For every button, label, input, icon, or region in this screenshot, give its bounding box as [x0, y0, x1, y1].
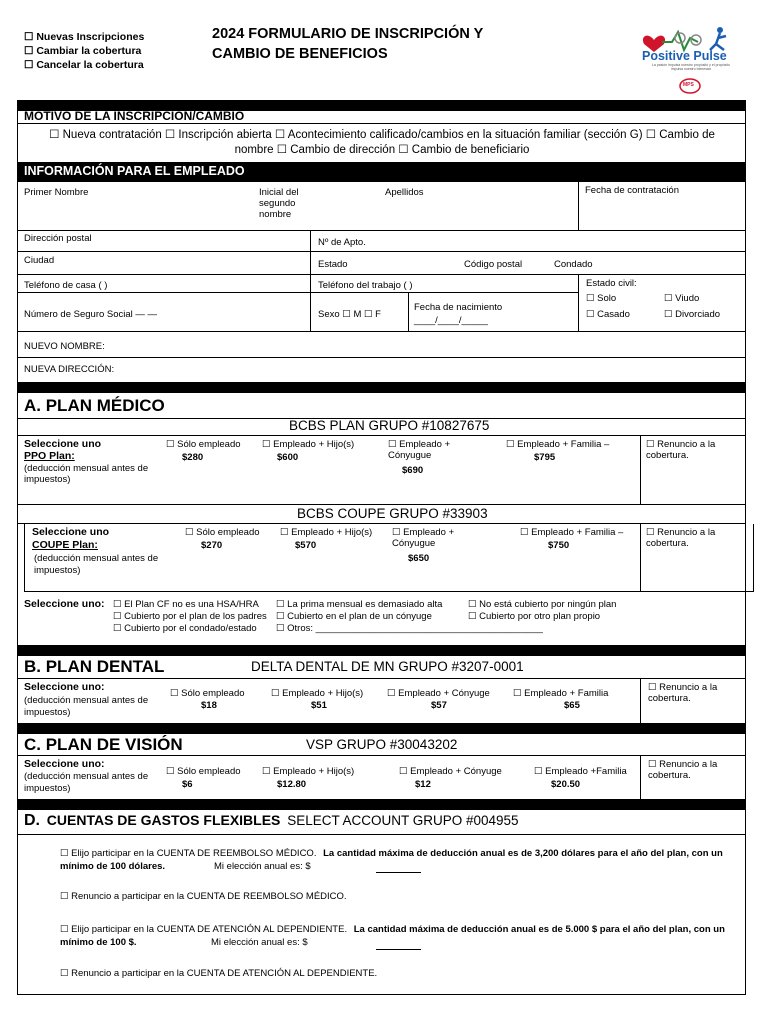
coupe-group-number: BCBS COUPE GRUPO #33903	[297, 506, 488, 521]
reason-options[interactable]: ☐ Nueva contratación ☐ Inscripción abierta ☐ Acontecimiento calificado/cambios en la situación familiar (sección G) ☐ Cambio de nombre ☐ Cambio de dirección ☐ Cambio de beneficiario	[49, 129, 715, 156]
reason-no-plan[interactable]: ☐ No está cubierto por ningún plan	[468, 599, 617, 610]
reason-parents-plan[interactable]: ☐ Cubierto por el plan de los padres	[113, 611, 267, 622]
reason-section-title: MOTIVO DE LA INSCRIPCIÓN/CAMBIO	[24, 109, 245, 123]
medical-annual-election[interactable]: Mi elección anual es: $	[214, 861, 311, 872]
ssn-field[interactable]: Número de Seguro Social — —	[24, 309, 158, 320]
enrollment-type-options	[24, 30, 144, 72]
hire-date-field[interactable]: Fecha de contratación	[585, 185, 680, 196]
coupe-employee-only[interactable]: ☐ Sólo empleado	[185, 527, 260, 538]
coupe-employee-children[interactable]: ☐ Empleado + Hijo(s)	[280, 527, 373, 538]
ppo-employee-children[interactable]: ☐ Empleado + Hijo(s)	[262, 439, 355, 450]
option-new-enrollment[interactable]: ☐ Nuevas Inscripciones	[24, 31, 145, 43]
marital-married[interactable]: ☐ Casado	[586, 309, 630, 320]
new-address-field[interactable]: NUEVA DIRECCIÓN:	[24, 364, 115, 375]
ppo-waive-coverage[interactable]: ☐ Renuncio a la cobertura.	[646, 439, 716, 461]
medical-plan-title: A. PLAN MÉDICO	[24, 396, 165, 415]
marital-widowed[interactable]: ☐ Viudo	[664, 293, 700, 304]
enrollment-form: MOTIVO DE LA INSCRIPCIÓN/CAMBIO ☐ Nueva contratación ☐ Inscripción abierta ☐ Acontecimiento calificado/cambios en la situación familiar (sección G) ☐ Cambio de nombre ☐ Cambio de dirección ☐ Cambio de beneficiario INFORMACIÓN PARA EL EMPLEADO Primer Nombre Inicial del segundo nombre Apellidos Fecha de contratación Dirección postal Nº de Apto. Ciudad Estado Código postal Condado Teléfono de casa ( ) Teléfono del trabajo ( ) Estado civil: ☐ Solo ☐ Viudo ☐ Casado ☐ Divorciado Número de Seguro Social — — Sexo ☐ M ☐ F Fecha de nacimiento ____/____/_____ NUEVO NOMBRE: NUEVA DIRECCIÓN: A. PLAN MÉDICO BCBS PLAN GRUPO #10827675 Seleccione uno PPO Plan: (deducción mensual antes de impuestos) ☐ Sólo empleado $280 ☐ Empleado + Hijo(s) $600 ☐ Empleado + Cónyugue $690 ☐ Empleado + Familia – $795 ☐ Renuncio a la cobertura. BCBS COUPE GRUPO #33903 Seleccione uno COUPE Plan: (deducción mensual antes de impuestos) ☐ Sólo empleado $270 ☐ Empleado + Hijo(s) $570 ☐ Empleado + Cónyugue $650 ☐ Empleado + Familia – $750 ☐ Renuncio a la cobertura. Seleccione uno: ☐ El Plan CF no es una HSA/HRA ☐ Cubierto por el plan de los padres ☐ Cubierto por el condado/estado ☐ La prima mensual es demasiado alta ☐ Cubierto en el plan de un cónyuge ☐ Otros: ___________________________________________ ☐ No está cubierto por ningún plan ☐ Cubierto por otro plan propio B. PLAN DENTAL DELTA DENTAL DE MN GRUPO #3207-0001 Seleccione uno: (deducción mensual antes de impuestos) ☐ Sólo empleado $18 ☐ Empleado + Hijo(s) $51 ☐ Empleado + Cónyuge $57 ☐ Empleado + Familia $65 ☐ Renuncio a la cobertura. C. PLAN DE VISIÓN VSP GRUPO #30043202 Seleccione uno: (deducción mensual antes de impuestos) ☐ Sólo empleado $6 ☐ Empleado + Hijo(s) $12.80 ☐ Empleado + Cónyuge $12 ☐ Empleado +Familia $20.50 ☐ Renuncio a la cobertura. D. CUENTAS DE GASTOS FLEXIBLES SELECT ACCOUNT GRUPO #004955 ☐ Elijo participar en la CUENTA DE REEMBOLSO MÉDICO. La cantidad máxima de deducción anual es de 3,200 dólares para el año del plan, con un mínimo de 100 dólares. Mi elección anual es: $ ☐ Renuncio a participar en la CUENTA DE REEMBOLSO MÉDICO. ☐ Elijo participar en la CUENTA DE ATENCIÓN AL DEPENDIENTE. La cantidad máxima de deducción anual es de 5.000 $ para el año del plan, con un mínimo de 100 $. Mi elección anual es: $ ☐ Renuncio a participar en la CUENTA DE ATENCIÓN AL DEPENDIENTE.	[17, 100, 746, 995]
marital-status-label: Estado civil:	[586, 278, 637, 289]
ppo-group-number: BCBS PLAN GRUPO #10827675	[289, 418, 490, 433]
ppo-employee-family[interactable]: ☐ Empleado + Familia –	[506, 439, 610, 450]
apt-number-field[interactable]: Nº de Apto.	[318, 237, 366, 248]
vision-waive-coverage[interactable]: ☐ Renuncio a la cobertura.	[648, 759, 718, 781]
vision-employee-spouse[interactable]: ☐ Empleado + Cónyuge	[399, 766, 502, 777]
option-change-coverage[interactable]: ☐ Cambiar la cobertura	[24, 45, 142, 57]
work-phone-field[interactable]: Teléfono del trabajo ( )	[318, 280, 413, 291]
dependent-annual-election[interactable]: Mi elección anual es: $	[211, 937, 308, 948]
reason-county-state[interactable]: ☐ Cubierto por el condado/estado	[113, 623, 257, 634]
vision-employee-only[interactable]: ☐ Sólo empleado	[166, 766, 241, 777]
reason-spouse-plan[interactable]: ☐ Cubierto en el plan de un cónyuge	[276, 611, 432, 622]
vision-plan-title: C. PLAN DE VISIÓN	[24, 735, 183, 754]
form-title: 2024 FORMULARIO DE INSCRIPCIÓN Y CAMBIO DE BENEFICIOS	[212, 26, 484, 62]
option-cancel-coverage[interactable]: ☐ Cancelar la cobertura	[24, 59, 144, 71]
medical-reimbursement-elect[interactable]: ☐ Elijo participar en la CUENTA DE REEMBOLSO MÉDICO. La cantidad máxima de deducción anual es de 3,200 dólares para el año del plan, con un	[60, 848, 723, 859]
dental-plan-title: B. PLAN DENTAL	[24, 657, 165, 676]
vision-employee-children[interactable]: ☐ Empleado + Hijo(s)	[262, 766, 355, 777]
reason-premium-high[interactable]: ☐ La prima mensual es demasiado alta	[276, 599, 443, 610]
home-phone-field[interactable]: Teléfono de casa ( )	[24, 280, 108, 291]
coupe-employee-spouse[interactable]: ☐ Empleado + Cónyugue	[392, 527, 455, 549]
waive-reason-label: Seleccione uno:	[24, 598, 105, 610]
dependent-care-elect[interactable]: ☐ Elijo participar en la CUENTA DE ATENCIÓN AL DEPENDIENTE. La cantidad máxima de deducción anual es de 5.000 $ para el año del plan, con un	[60, 924, 725, 935]
ppo-employee-only[interactable]: ☐ Sólo empleado	[166, 439, 241, 450]
reason-other[interactable]: ☐ Otros: ___________________________________________	[276, 623, 543, 634]
dental-employee-spouse[interactable]: ☐ Empleado + Cónyuge	[387, 688, 490, 699]
marital-single[interactable]: ☐ Solo	[586, 293, 617, 304]
positive-pulse-logo: Positive Pulse La pasión impulsa nuestro propósito y el propósito impulsa nuestro bienestar MPS	[640, 22, 740, 96]
city-field[interactable]: Ciudad	[24, 255, 55, 266]
vision-group-number: VSP GRUPO #30043202	[306, 737, 458, 752]
middle-initial-field[interactable]: Inicial del segundo nombre	[259, 187, 299, 220]
first-name-field[interactable]: Primer Nombre	[24, 187, 89, 198]
birth-date-label: Fecha de nacimiento	[414, 302, 503, 313]
marital-divorced[interactable]: ☐ Divorciado	[664, 309, 721, 320]
dental-employee-children[interactable]: ☐ Empleado + Hijo(s)	[271, 688, 364, 699]
dental-employee-only[interactable]: ☐ Sólo empleado	[170, 688, 245, 699]
ppo-plan-label: PPO Plan:	[24, 450, 75, 462]
sex-field[interactable]: Sexo ☐ M ☐ F	[318, 309, 381, 320]
dependent-care-waive[interactable]: ☐ Renuncio a participar en la CUENTA DE ATENCIÓN AL DEPENDIENTE.	[60, 968, 378, 979]
county-field[interactable]: Condado	[554, 259, 593, 270]
reason-own-plan[interactable]: ☐ Cubierto por otro plan propio	[468, 611, 601, 622]
birth-date-field[interactable]: ____/____/_____	[414, 315, 488, 326]
dental-group-number: DELTA DENTAL DE MN GRUPO #3207-0001	[251, 659, 524, 674]
flex-spending-title: D. CUENTAS DE GASTOS FLEXIBLES SELECT ACCOUNT GRUPO #004955	[24, 812, 519, 829]
mailing-address-field[interactable]: Dirección postal	[24, 233, 92, 244]
dental-employee-family[interactable]: ☐ Empleado + Familia	[513, 688, 609, 699]
employee-info-title: INFORMACIÓN PARA EL EMPLEADO	[18, 162, 745, 182]
zip-field[interactable]: Código postal	[464, 259, 523, 270]
medical-reimbursement-waive[interactable]: ☐ Renuncio a participar en la CUENTA DE REEMBOLSO MÉDICO.	[60, 891, 347, 902]
reason-not-hsa[interactable]: ☐ El Plan CF no es una HSA/HRA	[113, 599, 259, 610]
coupe-employee-family[interactable]: ☐ Empleado + Familia –	[520, 527, 624, 538]
vision-employee-family[interactable]: ☐ Empleado +Familia	[534, 766, 627, 777]
state-field[interactable]: Estado	[318, 259, 348, 270]
coupe-plan-label: COUPE Plan:	[32, 539, 98, 551]
dental-waive-coverage[interactable]: ☐ Renuncio a la cobertura.	[648, 682, 718, 704]
ppo-employee-spouse[interactable]: ☐ Empleado + Cónyugue	[388, 439, 451, 461]
new-name-field[interactable]: NUEVO NOMBRE:	[24, 341, 105, 352]
coupe-waive-coverage[interactable]: ☐ Renuncio a la cobertura.	[646, 527, 716, 549]
last-name-field[interactable]: Apellidos	[385, 187, 424, 198]
